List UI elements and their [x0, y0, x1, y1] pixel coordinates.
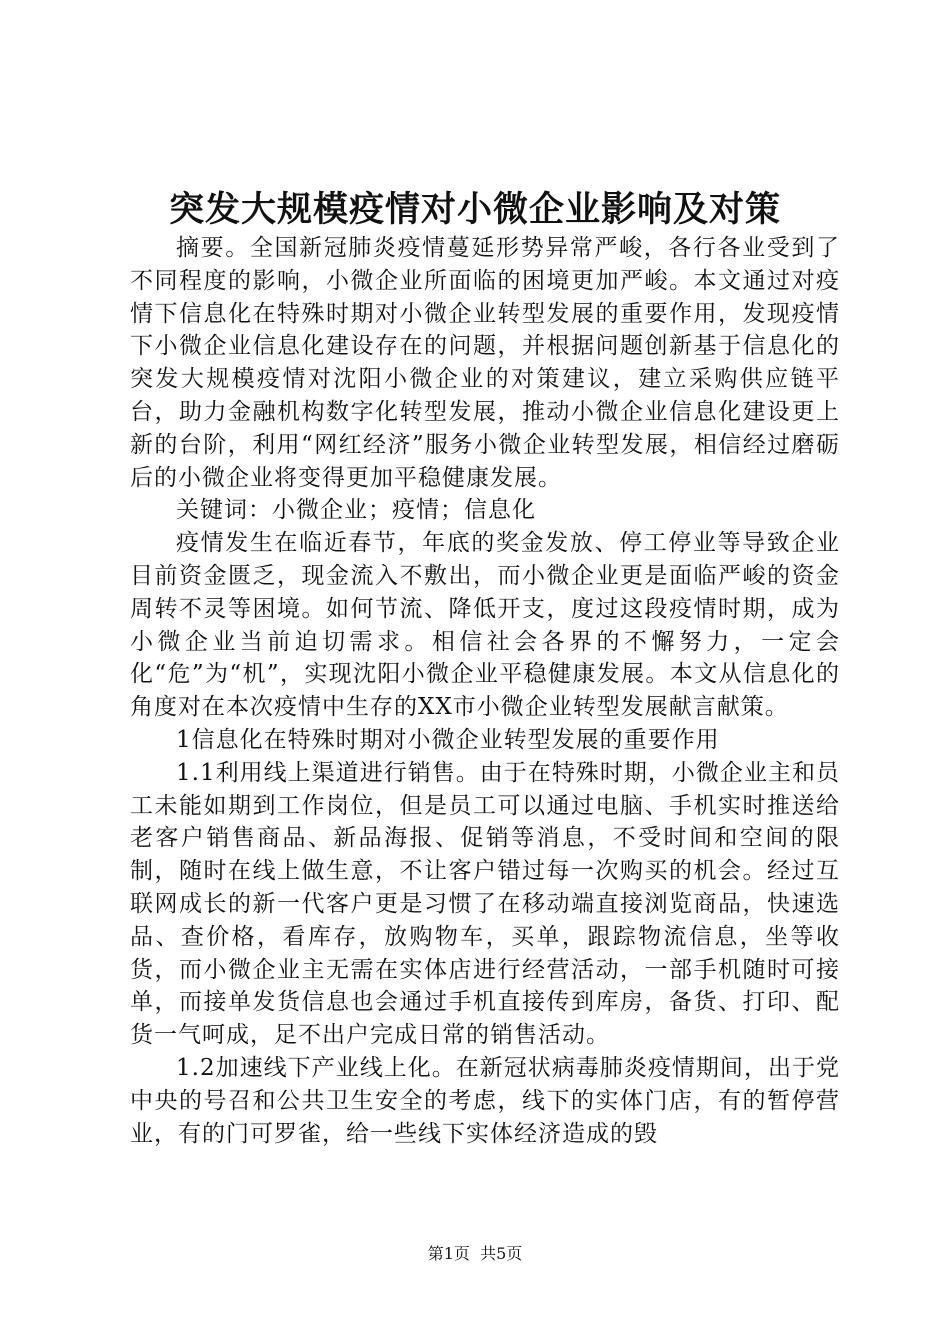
- abstract-paragraph: 摘要。全国新冠肺炎疫情蔓延形势异常严峻，各行各业受到了不同程度的影响，小微企业所面临的困境更加严峻。本文通过对疫情下信息化在特殊时期对小微企业转型发展的重要作用，发现疫情下小微企业信息化建设存在的问题，并根据问题创新基于信息化的突发大规模疫情对沈阳小微企业的对策建议，建立采购供应链平台，助力金融机构数字化转型发展，推动小微企业信息化建设更上新的台阶，利用“网红经济”服务小微企业转型发展，相信经过磨砺后的小微企业将变得更加平稳健康发展。: [130, 235, 840, 491]
- subsection-paragraph: 1.1利用线上渠道进行销售。由于在特殊时期，小微企业主和员工未能如期到工作岗位，但是员工可以通过电脑、手机实时推送给老客户销售商品、新品海报、促销等消息，不受时间和空间的限制，随时在线上做生意，不让客户错过每一次购买的机会。经过互联网成长的新一代客户更是习惯了在移动端直接浏览商品，快速选品、查价格，看库存，放购物车，买单，跟踪物流信息，坐等收货，而小微企业主无需在实体店进行经营活动，一部手机随时可接单，而接单发货信息也会通过手机直接传到库房，备货、打印、配货一气呵成，足不出户完成日常的销售活动。: [130, 759, 840, 1049]
- subsection-paragraph: 1.2加速线下产业线上化。在新冠状病毒肺炎疫情期间，出于党中央的号召和公共卫生安全的考虑，线下的实体门店，有的暂停营业，有的门可罗雀，给一些线下实体经济造成的毁: [130, 1054, 840, 1147]
- section-heading: 1信息化在特殊时期对小微企业转型发展的重要作用: [176, 726, 720, 753]
- intro-paragraph: 疫情发生在临近春节，年底的奖金发放、停工停业等导致企业目前资金匮乏，现金流入不敷出，而小微企业更是面临严峻的资金周转不灵等困境。如何节流、降低开支，度过这段疫情时期，成为小微企业当前迫切需求。相信社会各界的不懈努力，一定会化“危”为“机”，实现沈阳小微企业平稳健康发展。本文从信息化的角度对在本次疫情中生存的XX市小微企业转型发展献言献策。: [130, 530, 840, 721]
- document-body: [130, 232, 840, 1150]
- keywords-paragraph: 关键词：小微企业；疫情；信息化: [176, 497, 536, 524]
- page-footer: [0, 1243, 950, 1265]
- page-total: 共5页: [480, 1244, 523, 1263]
- page-number: 第1页: [427, 1244, 470, 1263]
- document-title: 突发大规模疫情对小微企业影响及对策: [168, 189, 781, 230]
